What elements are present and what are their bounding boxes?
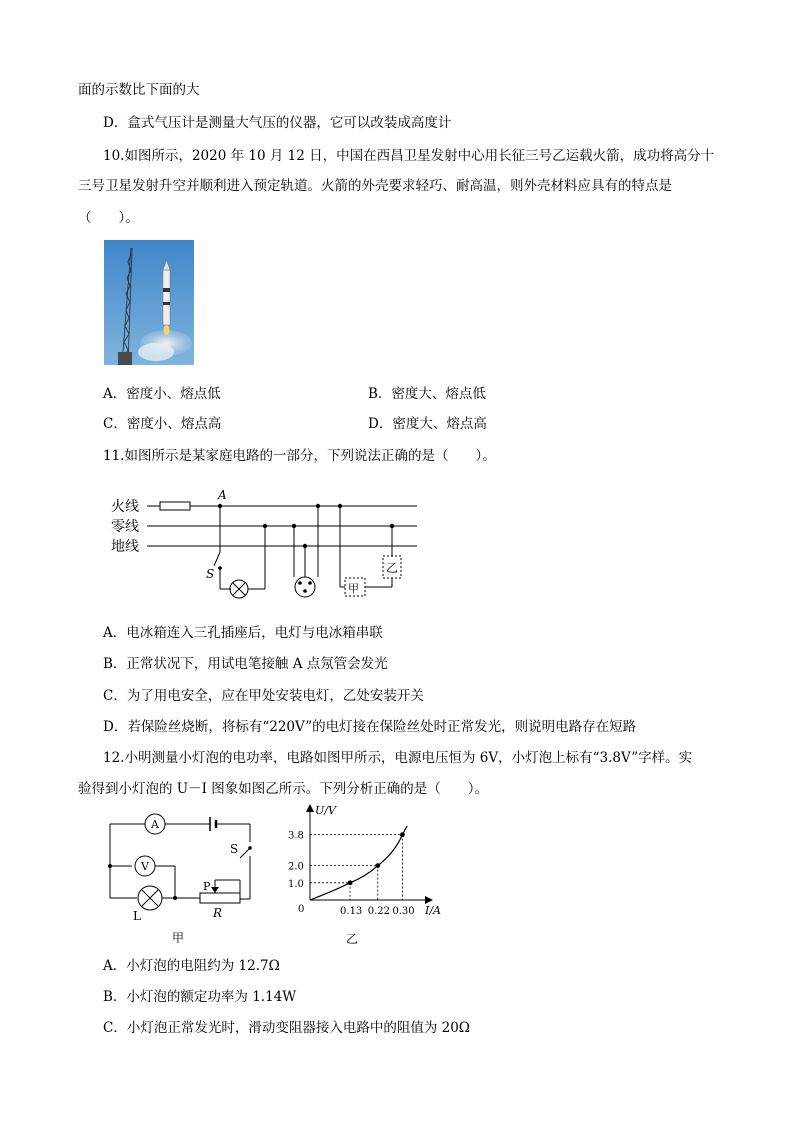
- ammeter-label: A: [151, 818, 159, 831]
- neutral-wire-label: 零线: [111, 519, 139, 535]
- lamp-label: L: [133, 909, 141, 923]
- option-b: B．正常状况下，用试电笔接触 A 点氖管会发光: [103, 656, 388, 672]
- ground-wire-label: 地线: [111, 539, 139, 555]
- option-d-prev: D．盒式气压计是测量大气压的仪器，它可以改装成高度计: [103, 115, 452, 131]
- jia-label: 甲: [348, 582, 359, 595]
- option-b: B．小灯泡的额定功率为 1.14W: [103, 989, 297, 1005]
- option-a: A．电冰箱连入三孔插座后，电灯与电冰箱串联: [103, 625, 383, 641]
- data-point: [348, 880, 353, 885]
- y-axis-label: U/V: [315, 804, 336, 817]
- x-axis-label: I/A: [425, 904, 441, 917]
- option-c: C．密度小、熔点高: [103, 416, 222, 432]
- resistor-label: R: [213, 906, 223, 920]
- data-point: [400, 832, 405, 837]
- point-a-label: A: [218, 488, 227, 502]
- circuit-diagram-jia: [100, 812, 270, 956]
- option-a: A．密度小、熔点低: [103, 386, 221, 402]
- switch-s-label: S: [206, 567, 215, 581]
- y-tick-label: 1.0: [288, 878, 304, 890]
- option-c: C．为了用电安全，应在甲处安装电灯，乙处安装开关: [103, 688, 424, 704]
- voltmeter-label: V: [141, 860, 149, 873]
- question-11-text: 11.如图所示是某家庭电路的一部分，下列说法正确的是（ ）。: [103, 448, 496, 464]
- question-10-text: 10.如图所示，2020 年 10 月 12 日，中国在西昌卫星发射中心用长征三号乙运载火箭，成功将高分十: [103, 148, 715, 164]
- option-a: A．小灯泡的电阻约为 12.7Ω: [103, 958, 280, 974]
- x-tick-label: 0.30: [392, 906, 415, 917]
- x-tick-label: 0.13: [340, 906, 363, 917]
- question-10-text-cont: 三号卫星发射升空并顺利进入预定轨道。火箭的外壳要求轻巧、耐高温，则外壳材料应具有的特点是: [78, 178, 672, 194]
- y-tick-label: 3.8: [288, 830, 304, 842]
- data-point: [375, 863, 380, 868]
- origin-label: 0: [298, 904, 305, 915]
- x-tick-label: 0.22: [367, 906, 391, 917]
- figure-caption-jia: 甲: [172, 931, 185, 945]
- text-line: 面的示数比下面的大: [78, 82, 200, 98]
- household-circuit-diagram: [105, 484, 425, 613]
- option-d: D．密度大、熔点高: [368, 416, 487, 432]
- live-wire-label: 火线: [111, 499, 139, 515]
- figure-caption-yi: 乙: [346, 932, 359, 946]
- switch-label: S: [230, 842, 239, 856]
- option-c: C．小灯泡正常发光时，滑动变阻器接入电路中的阻值为 20Ω: [103, 1020, 470, 1036]
- question-12-text-cont: 验得到小灯泡的 U－I 图象如图乙所示。下列分析正确的是（ ）。: [78, 781, 489, 797]
- u-i-graph: [280, 800, 460, 954]
- y-tick-label: 2.0: [288, 861, 304, 873]
- option-d: D．若保险丝烧断，将标有“220V”的电灯接在保险丝处时正常发光，则说明电路存在短路: [103, 719, 637, 735]
- question-10-bracket: （ ）。: [78, 210, 139, 226]
- rheostat-icon: [200, 893, 240, 903]
- rocket-launch-photo: [104, 240, 194, 365]
- question-12-text: 12.小明测量小灯泡的电功率，电路如图甲所示，电源电压恒为 6V，小灯泡上标有“3.8V”字样。实: [103, 750, 693, 766]
- u-i-curve: [310, 826, 407, 900]
- slider-label: P: [203, 880, 211, 893]
- option-b: B．密度大、熔点低: [368, 386, 486, 402]
- yi-label: 乙: [386, 561, 399, 575]
